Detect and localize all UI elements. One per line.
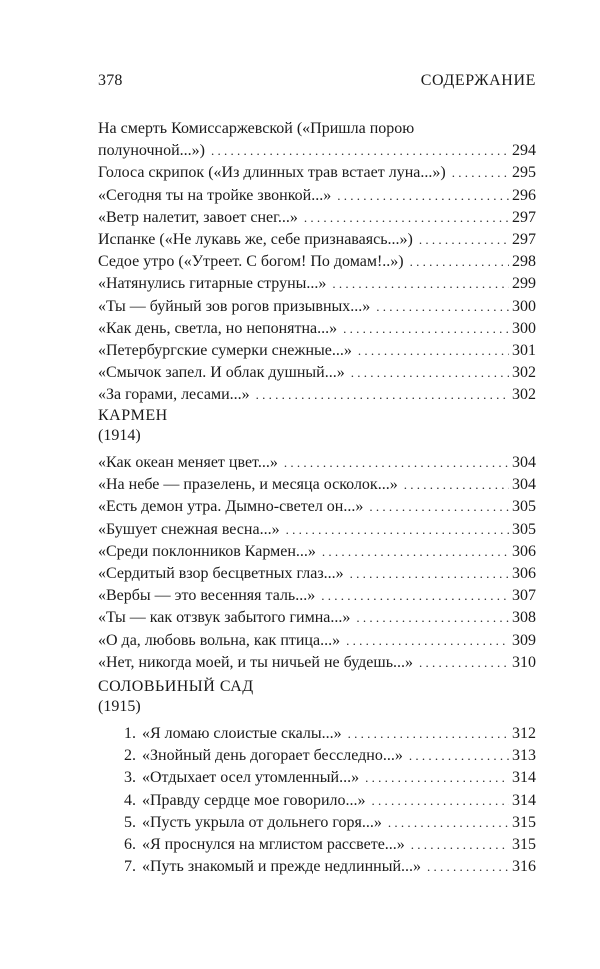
toc-entry (98, 652, 536, 674)
toc-entry (98, 185, 536, 207)
leader-dots (411, 834, 509, 856)
toc-entry-page: 313 (512, 747, 536, 765)
toc-entry-number: 4. (124, 791, 136, 809)
toc-entry-title: «Знойный день догорает бесследно...» (142, 747, 403, 765)
toc-entry-title: «Я ломаю слоистые скалы...» (142, 725, 342, 742)
toc-entry (98, 723, 536, 745)
leader-dots (419, 229, 509, 251)
toc-entry-title: «Смычок запел. И облак душный...» (98, 364, 345, 382)
section-title: КАРМЕН (98, 407, 168, 424)
toc-entry-page: 302 (512, 364, 536, 382)
toc-entry-page: 314 (512, 791, 536, 809)
section-year: (1915) (98, 698, 141, 715)
toc-list (98, 723, 536, 878)
toc-entry-title: Испанке («Не лукавь же, себе признаваясь...») (98, 231, 413, 249)
leader-dots (351, 362, 509, 384)
section-title: СОЛОВЬИНЫЙ САД (98, 678, 254, 695)
toc-entry-page: 295 (512, 164, 536, 182)
leader-dots (372, 790, 509, 812)
toc-entry-title: «Правду сердце мое говорило...» (142, 791, 366, 809)
toc-entry-page: 316 (512, 858, 536, 876)
leader-dots (346, 630, 509, 652)
leader-dots (286, 519, 509, 541)
toc-list (98, 452, 536, 674)
toc-entry (98, 856, 536, 878)
toc-entry (98, 296, 536, 318)
book-page (98, 0, 536, 969)
toc-entry-page: 306 (512, 542, 536, 560)
toc-entry-title: Седое утро («Утреет. С богом! По домам!..») (98, 253, 404, 271)
leader-dots (358, 340, 509, 362)
toc-entry-title: «Сердитый взор бесцветных глаз...» (98, 565, 344, 583)
toc-entry-number: 2. (124, 747, 136, 765)
leader-dots (376, 296, 509, 318)
running-header (98, 72, 536, 90)
toc-entry (98, 585, 536, 607)
toc-entry (98, 541, 536, 563)
leader-dots (337, 185, 509, 207)
leader-dots (304, 207, 509, 229)
toc-entry-title: «На небе — празелень, и месяца осколок...» (98, 476, 398, 494)
toc-entry-page: 310 (512, 653, 536, 671)
toc-entry (98, 812, 536, 834)
toc-entry (98, 140, 536, 162)
toc-entry-page: 308 (512, 609, 536, 627)
toc-entry (98, 207, 536, 229)
leader-dots (388, 812, 509, 834)
toc-entry (98, 340, 536, 362)
toc-entry (98, 630, 536, 652)
leader-dots (369, 496, 509, 518)
leader-dots (350, 563, 509, 585)
leader-dots (321, 585, 509, 607)
toc-entry-page: 302 (512, 386, 536, 404)
toc-entry (98, 519, 536, 541)
leader-dots (356, 607, 509, 629)
toc-entry-page: 312 (512, 725, 536, 742)
toc-entry-title: «Путь знакомый и прежде недлинный...» (142, 858, 422, 876)
toc-entry-page: 315 (512, 836, 536, 854)
toc-entry-title: «Петербургские сумерки снежные...» (98, 342, 352, 360)
toc-entry (98, 452, 536, 474)
toc-entry-title: «Ты — буйный зов рогов призывных...» (98, 297, 371, 315)
toc-entry (98, 607, 536, 629)
toc-entry (98, 563, 536, 585)
toc-entry (98, 745, 536, 767)
toc-entry-title: «Отдыхает осел утомленный...» (142, 769, 360, 787)
toc-entry-page: 298 (512, 253, 536, 271)
section-year: (1914) (98, 427, 141, 444)
toc-entry (98, 384, 536, 406)
toc-entry-title: «О да, любовь вольна, как птица...» (98, 631, 341, 649)
toc-entry (98, 496, 536, 518)
toc-entry-title: Голоса скрипок («Из длинных трав встает луна...») (98, 164, 446, 182)
toc-entry-page: 314 (512, 769, 536, 787)
toc-entry (98, 362, 536, 384)
leader-dots (332, 273, 509, 295)
toc-entry (98, 834, 536, 856)
toc-entry (98, 767, 536, 789)
toc-entry-title: «Как океан меняет цвет...» (98, 454, 278, 471)
leader-dots (343, 318, 509, 340)
leader-dots (419, 652, 509, 674)
toc-entry-page: 305 (512, 498, 536, 516)
toc-entry-title: «Я проснулся на мглистом рассвете...» (142, 836, 405, 854)
toc-entry-page: 299 (512, 275, 536, 293)
toc-entry-title: «Среди поклонников Кармен...» (98, 542, 316, 560)
leader-dots (427, 856, 509, 878)
toc-entry-page: 294 (512, 142, 536, 160)
toc-entry-title: «Ветр налетит, завоет снег...» (98, 208, 298, 226)
leader-dots (256, 384, 509, 406)
toc-entry (98, 229, 536, 251)
toc-entry (98, 273, 536, 295)
toc-entry-title: «Есть демон утра. Дымно-светел он...» (98, 498, 364, 516)
toc-entry (98, 474, 536, 496)
toc-entry-title: «Нет, никогда моей, и ты ничьей не будешь...» (98, 653, 414, 671)
toc-entry-page: 306 (512, 565, 536, 583)
toc-entry-title: «Как день, светла, но непонятна...» (98, 319, 338, 337)
toc-entry (98, 162, 536, 184)
toc-entry-number: 3. (124, 769, 136, 787)
leader-dots (322, 541, 509, 563)
page-number: 378 (98, 72, 123, 89)
toc-entry-number: 6. (124, 836, 136, 854)
toc-entry-page: 309 (512, 631, 536, 649)
toc-entry-page: 304 (512, 454, 536, 471)
leader-dots (404, 474, 509, 496)
toc-entry-page: 315 (512, 813, 536, 831)
toc-block-3 (98, 677, 536, 878)
toc-entry-title: «Натянулись гитарные струны...» (98, 275, 327, 293)
toc-entry-page: 304 (512, 476, 536, 494)
toc-block-1 (98, 118, 536, 407)
toc-entry-page: 300 (512, 319, 536, 337)
leader-dots (410, 251, 509, 273)
toc-entry-page: 300 (512, 297, 536, 315)
leader-dots (284, 452, 509, 474)
toc-entry-page: 297 (512, 231, 536, 249)
toc-entry-page: 296 (512, 186, 536, 204)
toc-entry-title: «Сегодня ты на тройке звонкой...» (98, 186, 332, 204)
leader-dots (452, 162, 509, 184)
toc-block-2 (98, 406, 536, 674)
toc-entry-title: «Бушует снежная весна...» (98, 520, 280, 538)
toc-entry-page: 305 (512, 520, 536, 538)
toc-entry-title: «За горами, лесами...» (98, 386, 250, 404)
toc-entry-page: 307 (512, 587, 536, 605)
leader-dots (409, 745, 509, 767)
toc-entry-number: 5. (124, 813, 136, 831)
toc-entry-page: 301 (512, 342, 536, 360)
toc-entry-title: «Вербы — это весенняя таль...» (98, 587, 316, 605)
toc-entry-title: «Ты — как отзвук забытого гимна...» (98, 609, 351, 627)
leader-dots (211, 140, 509, 162)
toc-list (98, 162, 536, 406)
running-title: СОДЕРЖАНИЕ (420, 72, 536, 89)
toc-entry (98, 790, 536, 812)
toc-entry (98, 318, 536, 340)
toc-entry-number: 7. (124, 858, 136, 876)
toc-entry-page: 297 (512, 208, 536, 226)
toc-entry-title: «Пусть укрыла от дольнего горя...» (142, 813, 382, 831)
leader-dots (348, 723, 509, 745)
toc-entry-number: 1. (124, 725, 136, 742)
leader-dots (365, 767, 509, 789)
toc-entry-title: полуночной...») (98, 142, 205, 160)
toc-entry (98, 251, 536, 273)
toc-entry-line1: На смерть Комиссаржевской («Пришла порою (98, 120, 415, 137)
